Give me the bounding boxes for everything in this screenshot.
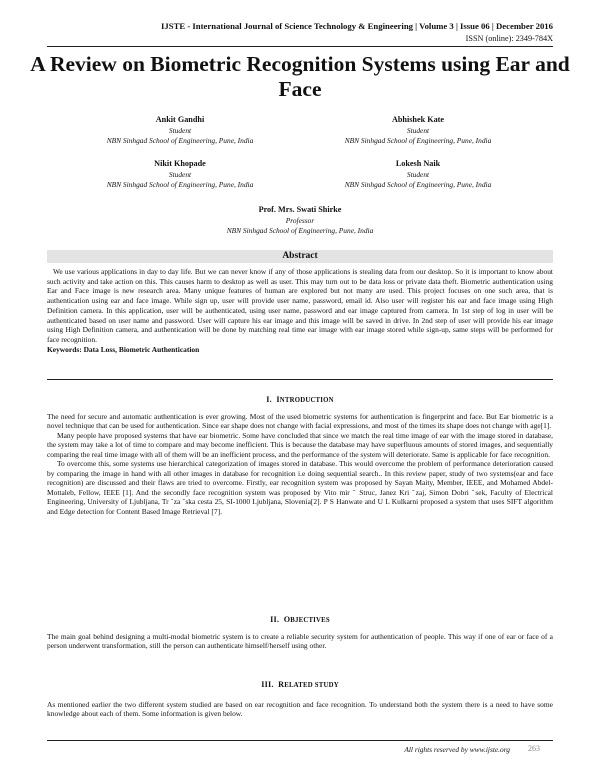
author-name: Nikit Khopade	[154, 159, 206, 168]
author-block	[318, 159, 518, 191]
paragraph: As mentioned earlier the two different system studied are based on ear recognition and face recognition. To understand both the system there is a need to have some knowledge about each of them. Some information is given below.	[47, 700, 553, 719]
section-title-rest: BJECTIVES	[290, 617, 330, 624]
author-name: Lokesh Naik	[395, 159, 441, 168]
abstract-text: We use various applications in day to day life. But we can never know if any of those applications is stealing data from our desktop. So it is important to know about such activity and take action on this. This causes harm to desktop as well as user. This may turn out to be data loss or private data theft. Biometric authentication using Ear and Face image is new research area. Many unique features of human are explored but not many are used. This project focuses on one such area, that is authentication using ear and face image. While sign up, user will provide user name, password, email id. Also user will register his ear and face image using High Definition camera. In this application, user will be authenticated, using user name, password and ear image captured from camera. In 1st step of log in user will be authenticated based on user name and password. User will capture his ear image and this image will be saved in drive. In 2nd step of user will provide his ear image using High Definition camera, and authentication will be done by matching real time ear image with ear image stored while sign-up, same steps will be performed for face recognition.	[47, 267, 553, 344]
section-heading-introduction	[47, 395, 553, 404]
related-study-body	[47, 700, 553, 719]
author-block	[318, 115, 518, 147]
footer-rights: All rights reserved by www.ijste.org	[404, 745, 510, 754]
author-role: Student	[406, 169, 430, 179]
introduction-body	[47, 412, 553, 516]
author-name: Ankit Gandhi	[155, 115, 205, 124]
section-numeral: I.	[266, 395, 272, 404]
abstract-body	[47, 267, 553, 354]
author-role: Student	[406, 125, 430, 135]
author-affiliation: NBN Sinhgad School of Engineering, Pune, India	[344, 180, 492, 190]
author-block	[80, 115, 280, 147]
footer-divider	[47, 740, 553, 741]
abstract-divider	[47, 379, 553, 380]
section-heading-related-study	[47, 680, 553, 689]
author-affiliation: NBN Sinhgad School of Engineering, Pune, India	[106, 136, 254, 146]
section-heading-objectives	[47, 615, 553, 624]
section-title-rest: NTRODUCTION	[279, 397, 334, 404]
journal-header	[161, 21, 553, 44]
author-role: Student	[168, 125, 192, 135]
section-title-rest: ELATED STUDY	[284, 682, 339, 689]
author-name: Prof. Mrs. Swati Shirke	[258, 205, 342, 214]
author-name: Abhishek Kate	[391, 115, 445, 124]
paper-title: A Review on Biometric Recognition Systems using Ear and Face	[30, 52, 570, 101]
section-title-initial: O	[283, 615, 291, 624]
author-affiliation: NBN Sinhgad School of Engineering, Pune, India	[106, 180, 254, 190]
author-role: Student	[168, 169, 192, 179]
paragraph: Many people have proposed systems that have ear biometric. Some have concluded that since we match the real time image of ear with the image stored in database, the system may take a lot of time to compare and may become inefficient. This is because the database may have superfluous amounts of stored images, and sequentially comparing the real time image with all of them will be an inefficient process, and the performance of the system will deteriorate. Same is applicable for face recognition.	[47, 430, 553, 459]
author-affiliation: NBN Sinhgad School of Engineering, Pune, India	[226, 226, 374, 236]
header-divider	[47, 46, 553, 47]
author-role: Professor	[285, 215, 315, 225]
keywords-line: Keywords: Data Loss, Biometric Authentication	[47, 344, 200, 354]
section-numeral: II.	[270, 615, 280, 624]
objectives-body	[47, 632, 553, 651]
paragraph: The main goal behind designing a multi-modal biometric system is to create a reliable security system for authentication of people. This way if one of ear or face of a person underwent transformation, still the person can authenticate himself/herself using other.	[47, 632, 553, 651]
section-numeral: III.	[261, 680, 274, 689]
author-block	[195, 205, 405, 237]
section-title-initial: I	[276, 395, 280, 404]
journal-citation: IJSTE - International Journal of Science Technology & Engineering | Volume 3 | Issue 06 | December 2016	[161, 21, 553, 31]
paragraph: The need for secure and automatic authentication is ever growing. Most of the used biometric systems for authentication is fingerprint and face. But Ear biometric is a novel technique that can be used for authentication. Since ear shape does not change with facial expressions, and most of the times its shape does not change with age[1].	[47, 412, 553, 431]
journal-issn: ISSN (online): 2349-784X	[465, 33, 553, 43]
author-block	[80, 159, 280, 191]
paragraph: To overcome this, some systems use hierarchical categorization of images stored in database. This would overcome the problem of performance deterioration caused by comparing the image in hand with all other images in database for recognition i.e doing sequential search.. In this review paper, study of two systems(ear and face recognition) are discussed and their flaws are tried to overcome. Firstly, ear recognition system was proposed by Sayan Maity, Member, IEEE, and Mohamed Abdel-Mottaleb, Fellow, IEEE [1]. And the secondly face recognition system was proposed by Vito mir ˇ Struc, Janez Kri ˇzaj, Simon Dobri ˇsek, Faculty of Electrical Engineering, University of Ljubljana, Tr ˇza ˇska cesta 25, SI-1000 Ljubljana, Slovenia[2]. P S Hanwate and U L Kulkarni proposed a system that uses SIFT algorithm and Edge detection for Content Based Image Retrieval [7].	[47, 459, 553, 516]
author-affiliation: NBN Sinhgad School of Engineering, Pune, India	[344, 136, 492, 146]
page-number: 263	[528, 744, 540, 753]
abstract-heading: Abstract	[47, 250, 553, 263]
section-title-initial: R	[278, 680, 285, 689]
